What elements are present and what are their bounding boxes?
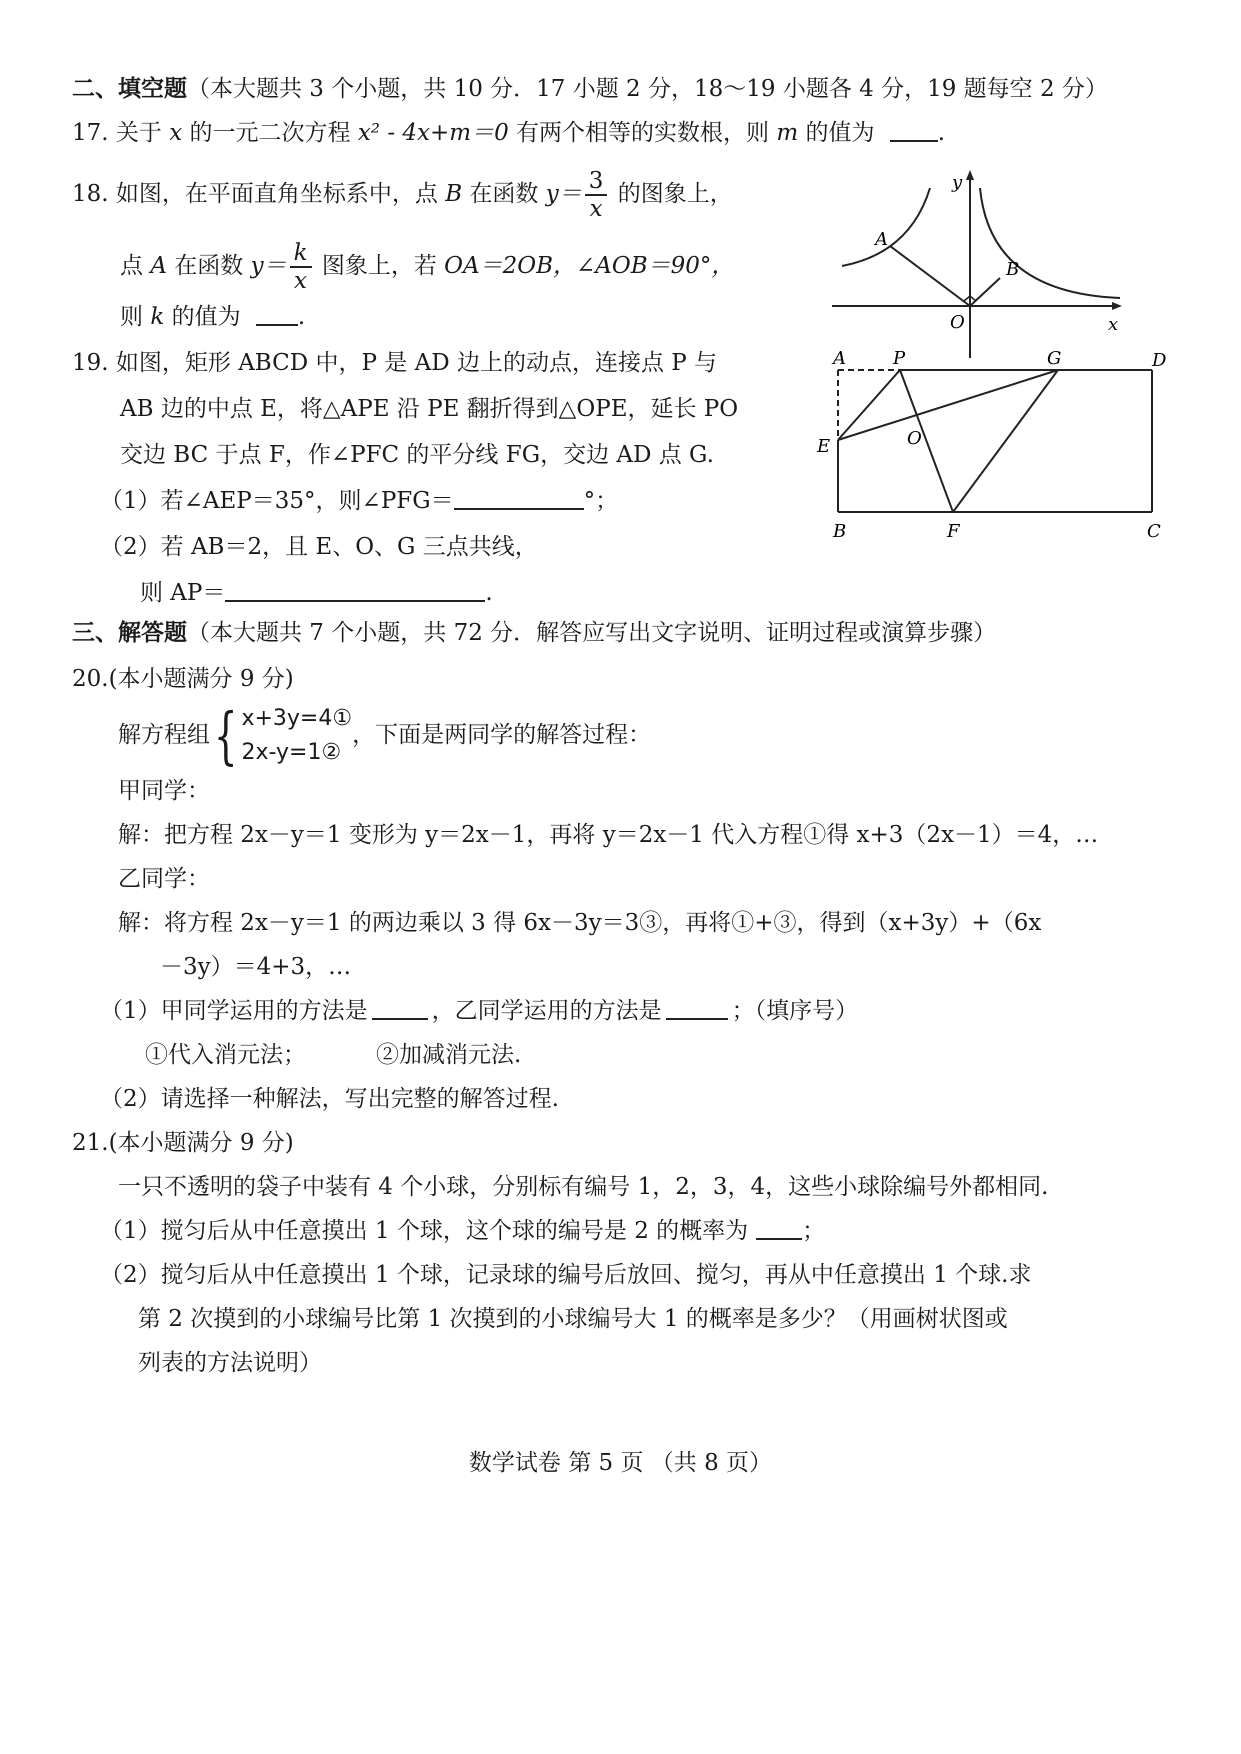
q17-answer-blank[interactable] xyxy=(890,118,938,142)
question-19-line-3 xyxy=(120,438,714,472)
q20-part-1-text: （1）甲同学运用的方法是 xyxy=(100,998,368,1024)
label-g: G xyxy=(1047,348,1062,369)
q20-part-1-blank-jia[interactable] xyxy=(372,996,428,1020)
section-2-title: 二、填空题 xyxy=(72,75,187,102)
q21-part-1-text: （1）搅匀后从中任意摸出 1 个球，这个球的编号是 2 的概率为 xyxy=(100,1218,749,1244)
question-20-header xyxy=(72,662,294,696)
q20-jia-solution: 解：把方程 2x－y＝1 变形为 y＝2x－1，再将 y＝2x－1 代入方程①得 x+3（2x－1）＝4，… xyxy=(118,822,1099,848)
q19-text: 交边 BC 于点 F，作∠PFC 的平分线 FG，交边 AD 点 G. xyxy=(120,442,714,468)
label-p: P xyxy=(893,348,906,369)
q18-fraction-k-over-x xyxy=(290,240,312,294)
segment-ob xyxy=(970,278,1000,306)
brace-icon: { xyxy=(213,699,238,772)
q19-part-2-text: （2）若 AB＝2，且 E、O、G 三点共线， xyxy=(100,534,538,560)
q17-equation: x² - 4x+m＝0 xyxy=(357,120,509,146)
q18-function-lhs: y＝ xyxy=(545,181,582,207)
section-3-note: （本大题共 7 个小题，共 72 分．解答应写出文字说明、证明过程或演算步骤） xyxy=(187,620,997,646)
fraction-denominator: x xyxy=(589,196,603,222)
x-axis-arrow xyxy=(1112,302,1122,310)
label-a: A xyxy=(833,348,846,369)
q18-point-a: A xyxy=(150,253,167,279)
q18-coordinate-figure xyxy=(830,168,1130,368)
label-c: C xyxy=(1147,521,1161,542)
question-number: 21. xyxy=(72,1130,109,1156)
q17-text-d: 的值为 xyxy=(805,120,875,146)
q21-stem: 一只不透明的袋子中装有 4 个小球，分别标有编号 1，2，3，4，这些小球除编号外都相同. xyxy=(118,1174,1049,1200)
q20-part-1-text: ，乙同学运用的方法是 xyxy=(431,998,662,1024)
q19-part-1-end: °； xyxy=(583,488,619,514)
section-2-note: （本大题共 3 个小题，共 10 分．17 小题 2 分，18～19 小题各 4 分，19 题每空 2 分） xyxy=(187,76,1108,102)
q20-yi-label: 乙同学： xyxy=(118,866,210,892)
equation-1: x+3y=4① xyxy=(241,706,353,731)
q18-text: 图象上，若 xyxy=(321,253,437,279)
q21-part-2-line-3: 列表的方法说明） xyxy=(138,1350,322,1376)
q17-text-a: 关于 xyxy=(115,120,162,146)
page-footer: 数学试卷 第 5 页 （共 8 页） xyxy=(468,1450,773,1476)
question-17 xyxy=(72,116,945,150)
q19-text: 如图，矩形 ABCD 中，P 是 AD 边上的动点，连接点 P 与 xyxy=(115,350,718,376)
q18-point-b: B xyxy=(445,181,463,207)
label-x: x xyxy=(1108,314,1119,335)
q18-text: 则 xyxy=(120,304,143,330)
q19-text: AB 边的中点 E，将△APE 沿 PE 翻折得到△OPE，延长 PO xyxy=(120,396,739,422)
question-20-part-2: （2）请选择一种解法，写出完整的解答过程. xyxy=(100,1086,559,1112)
q18-text: 在函数 xyxy=(174,253,244,279)
q19-part-2-blank[interactable] xyxy=(225,578,485,602)
curve-k-over-x xyxy=(842,188,930,266)
q19-end: . xyxy=(485,580,493,606)
q20-tail: ，下面是两同学的解答过程： xyxy=(352,722,652,748)
equation-2: 2x-y=1② xyxy=(241,740,342,765)
fraction-numerator: 3 xyxy=(585,168,608,196)
question-score: (本小题满分 9 分) xyxy=(108,666,294,692)
question-19-part-2 xyxy=(100,530,538,564)
fraction-denominator: x xyxy=(294,268,308,294)
q20-lead: 解方程组 xyxy=(118,722,210,748)
label-b: B xyxy=(1006,259,1020,280)
label-d: D xyxy=(1152,350,1167,371)
q19-part-1-blank[interactable] xyxy=(454,486,584,510)
question-19-line-2 xyxy=(120,392,738,426)
q20-yi-solution-1: 解：将方程 2x－y＝1 的两边乘以 3 得 6x－3y＝3③，再将①+③，得到（x+3y）+（6x xyxy=(118,910,1042,936)
question-score: (本小题满分 9 分) xyxy=(108,1130,294,1156)
q18-text: 的值为 xyxy=(171,304,241,330)
q18-answer-blank[interactable] xyxy=(256,302,298,326)
q20-yi-solution-2: －3y）＝4+3，… xyxy=(160,954,352,980)
equation-system xyxy=(241,702,352,770)
q18-text: 的图象上， xyxy=(617,181,733,207)
q20-option-2: ②加减消元法. xyxy=(376,1042,522,1068)
question-19-part-1 xyxy=(100,484,618,518)
question-18-line-3 xyxy=(120,300,305,334)
q21-part-1-end: ； xyxy=(802,1218,826,1244)
q17-var-x: x xyxy=(169,120,183,146)
q20-part-1-blank-yi[interactable] xyxy=(666,996,728,1020)
q18-function-lhs: y＝ xyxy=(250,253,287,279)
q18-text: 点 xyxy=(120,253,143,279)
q21-part-2-line-1: （2）搅匀后从中任意摸出 1 个球，记录球的编号后放回、搅匀，再从中任意摸出 1 个球.求 xyxy=(100,1262,1032,1288)
question-20-system xyxy=(118,700,651,770)
question-21-part-1 xyxy=(100,1214,825,1248)
q18-fraction-3-over-x xyxy=(585,168,608,222)
q20-part-1-end: ；（填序号） xyxy=(731,998,859,1024)
label-o: O xyxy=(950,312,965,333)
q19-rectangle-figure xyxy=(815,340,1185,555)
section-3-heading xyxy=(72,616,996,650)
section-2-heading xyxy=(72,72,1108,106)
question-21-header xyxy=(72,1126,294,1160)
question-number: 17. xyxy=(72,120,109,146)
fraction-numerator: k xyxy=(290,240,312,268)
question-18-line-2 xyxy=(120,240,734,294)
q18-text: 如图，在平面直角坐标系中，点 xyxy=(115,181,438,207)
q19-part-2-label: 则 AP＝ xyxy=(140,580,226,606)
q18-condition: OA＝2OB，∠AOB＝90°， xyxy=(444,253,735,279)
q18-var-k: k xyxy=(150,304,165,330)
segment-oa xyxy=(890,246,970,306)
label-a: A xyxy=(875,229,888,250)
label-y: y xyxy=(952,172,963,193)
question-number: 19. xyxy=(72,350,109,376)
question-20-part-1 xyxy=(100,994,858,1028)
q18-text: 在函数 xyxy=(469,181,539,207)
question-19-line-1 xyxy=(72,346,717,380)
q17-text-c: 有两个相等的实数根，则 xyxy=(516,120,770,146)
q17-text-b: 的一元二次方程 xyxy=(189,120,351,146)
q20-option-1: ①代入消元法； xyxy=(145,1042,306,1068)
label-o: O xyxy=(907,428,922,449)
segment-fg xyxy=(953,370,1058,512)
label-b: B xyxy=(833,521,847,542)
y-axis-arrow xyxy=(966,170,974,180)
question-19-part-2-answer xyxy=(140,576,493,610)
label-e: E xyxy=(817,436,831,457)
segment-eg xyxy=(838,370,1058,440)
q17-var-m: m xyxy=(776,120,799,146)
q20-jia-label: 甲同学： xyxy=(118,778,210,804)
question-number: 20. xyxy=(72,666,109,692)
curve-3-over-x xyxy=(980,188,1120,298)
q21-part-1-blank[interactable] xyxy=(756,1216,802,1240)
q19-part-1-text: （1）若∠AEP＝35°，则∠PFG＝ xyxy=(100,488,454,514)
label-f: F xyxy=(947,521,960,542)
q21-part-2-line-2: 第 2 次摸到的小球编号比第 1 次摸到的小球编号大 1 的概率是多少？（用画树状图或 xyxy=(138,1306,1008,1332)
q18-end: . xyxy=(297,304,306,330)
question-number: 18. xyxy=(72,181,109,207)
section-3-title: 三、解答题 xyxy=(72,619,187,646)
q17-end: . xyxy=(937,120,946,146)
question-18-line-1 xyxy=(72,168,733,222)
